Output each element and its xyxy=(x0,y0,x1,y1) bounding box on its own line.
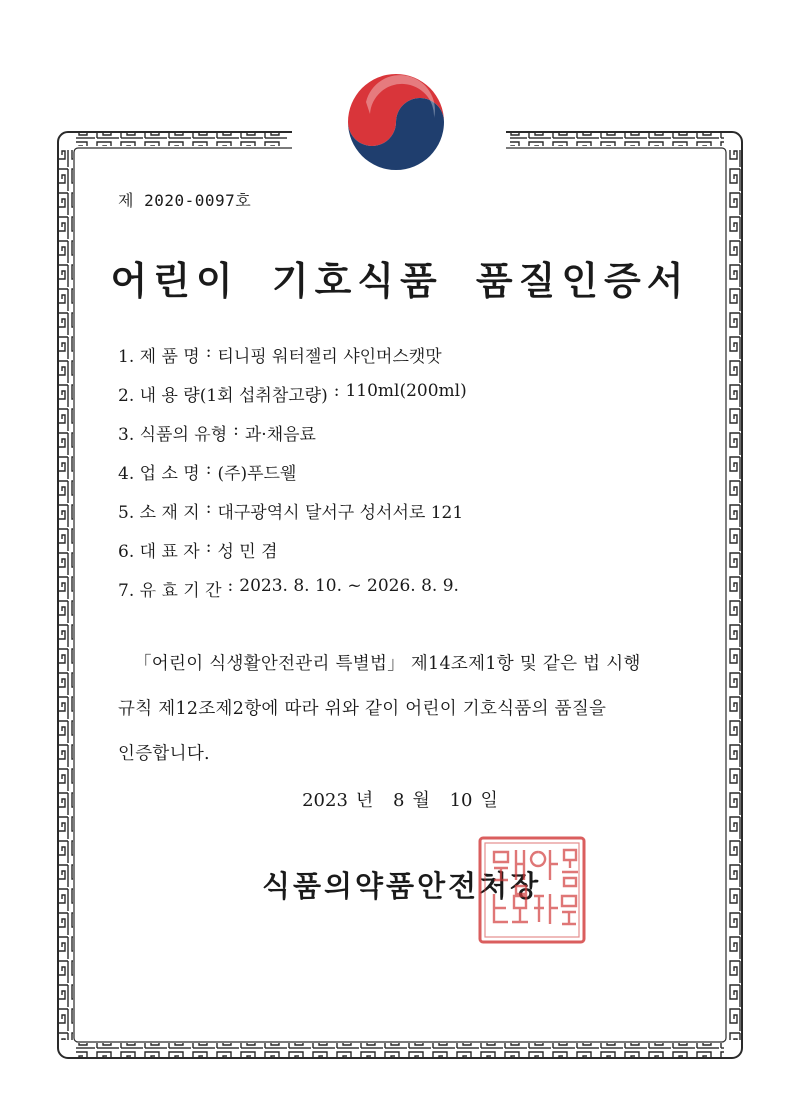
date-year: 2023 xyxy=(302,790,348,811)
field-separator: : xyxy=(227,576,234,596)
field-value: 2023. 8. 10. ~ 2026. 8. 9. xyxy=(239,576,459,596)
field-label: 3. 식품의 유형 xyxy=(118,425,228,445)
field-value: 과·채음료 xyxy=(244,425,316,445)
field-validity-period xyxy=(118,576,718,615)
issuer-name: 식품의약품안전처장 xyxy=(262,869,542,903)
field-label: 2. 내 용 량(1회 섭취참고량) xyxy=(118,386,328,406)
field-label: 7. 유 효 기 간 xyxy=(118,581,222,601)
field-separator: : xyxy=(205,537,212,557)
statement-line: 인증합니다. xyxy=(118,744,210,764)
date-month-unit: 월 xyxy=(412,790,430,811)
field-value: 대구광역시 달서구 성서서로 121 xyxy=(217,503,464,523)
field-separator: : xyxy=(205,459,212,479)
government-emblem-icon xyxy=(336,62,456,182)
field-business-name xyxy=(118,459,718,498)
issue-date xyxy=(0,786,800,812)
certificate-fields xyxy=(118,342,718,615)
field-representative xyxy=(118,537,718,576)
statement-line: 「어린이 식생활안전관리 특별법」 제14조제1항 및 같은 법 시행 xyxy=(134,654,641,674)
field-label: 6. 대 표 자 xyxy=(118,542,200,562)
field-volume xyxy=(118,381,718,420)
date-day: 10 xyxy=(449,790,473,811)
certificate-title: 어린이 기호식품 품질인증서 xyxy=(110,259,690,303)
field-separator: : xyxy=(205,498,212,518)
date-year-unit: 년 xyxy=(355,790,374,811)
field-address xyxy=(118,498,718,537)
certification-statement xyxy=(118,642,698,777)
date-month: 8 xyxy=(393,790,405,811)
field-value: (주)푸드웰 xyxy=(217,464,297,484)
date-day-unit: 일 xyxy=(480,790,498,811)
statement-line: 규칙 제12조제2항에 따라 위와 같이 어린이 기호식품의 품질을 xyxy=(118,699,607,719)
field-value: 110ml(200ml) xyxy=(345,381,467,401)
field-value: 티니핑 워터젤리 샤인머스캣맛 xyxy=(217,347,442,367)
field-value: 성 민 겸 xyxy=(217,542,278,562)
field-product-name xyxy=(118,342,718,381)
field-food-type xyxy=(118,420,718,459)
field-label: 1. 제 품 명 xyxy=(118,347,200,367)
official-seal-icon xyxy=(476,834,588,946)
certificate-number: 제 2020-0097호 xyxy=(118,191,252,210)
field-separator: : xyxy=(333,381,340,401)
field-label: 5. 소 재 지 xyxy=(118,503,200,523)
field-separator: : xyxy=(205,342,212,362)
field-label: 4. 업 소 명 xyxy=(118,464,200,484)
field-separator: : xyxy=(233,420,239,440)
